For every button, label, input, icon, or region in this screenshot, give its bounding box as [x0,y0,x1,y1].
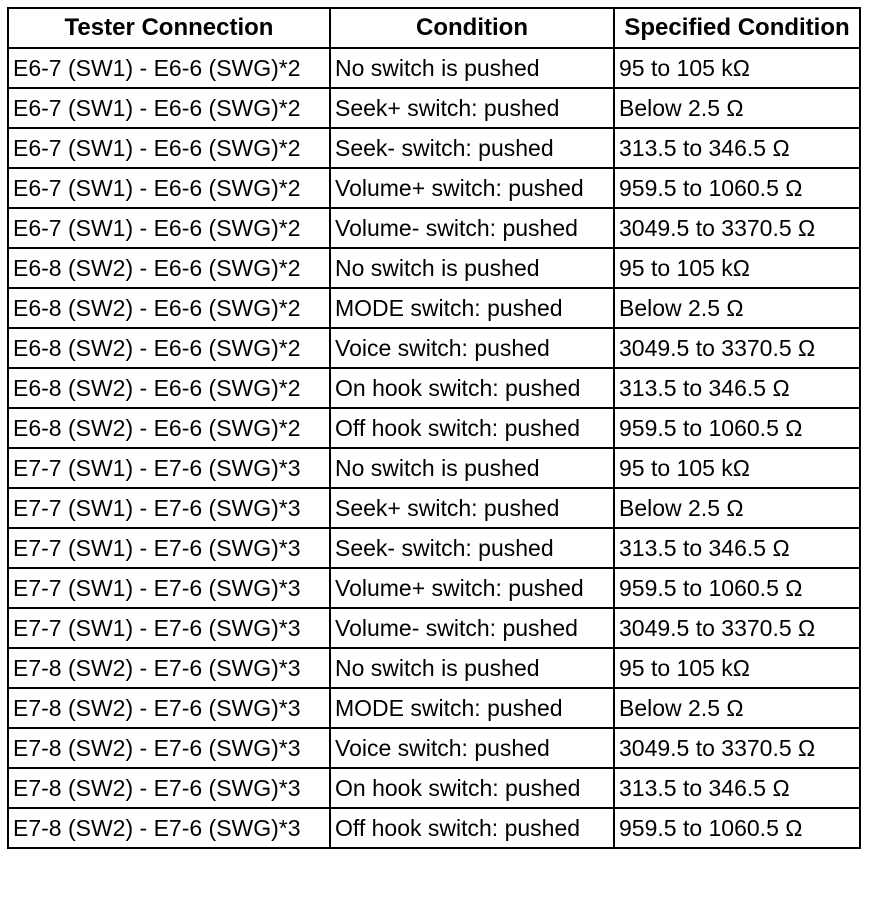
table-row [8,528,860,568]
cell-condition: Seek+ switch: pushed [330,88,614,128]
table-row [8,368,860,408]
table-header-row [8,8,860,48]
table-row [8,288,860,328]
cell-specified-condition: 313.5 to 346.5 Ω [614,368,860,408]
cell-condition: MODE switch: pushed [330,688,614,728]
cell-specified-condition: Below 2.5 Ω [614,488,860,528]
header-tester-connection: Tester Connection [8,8,330,48]
cell-specified-condition: 95 to 105 kΩ [614,248,860,288]
cell-condition: Off hook switch: pushed [330,808,614,848]
cell-specified-condition: 959.5 to 1060.5 Ω [614,808,860,848]
table-body [8,48,860,848]
header-specified-condition: Specified Condition [614,8,860,48]
cell-condition: No switch is pushed [330,48,614,88]
cell-condition: Volume+ switch: pushed [330,168,614,208]
table-row [8,808,860,848]
cell-tester-connection: E7-7 (SW1) - E7-6 (SWG)*3 [8,448,330,488]
cell-tester-connection: E7-8 (SW2) - E7-6 (SWG)*3 [8,688,330,728]
cell-tester-connection: E7-7 (SW1) - E7-6 (SWG)*3 [8,528,330,568]
table-row [8,688,860,728]
cell-condition: On hook switch: pushed [330,768,614,808]
table-row [8,728,860,768]
cell-tester-connection: E7-8 (SW2) - E7-6 (SWG)*3 [8,648,330,688]
cell-condition: Voice switch: pushed [330,328,614,368]
table-row [8,128,860,168]
cell-specified-condition: 959.5 to 1060.5 Ω [614,168,860,208]
table-row [8,328,860,368]
cell-condition: Off hook switch: pushed [330,408,614,448]
table-row [8,568,860,608]
cell-specified-condition: 313.5 to 346.5 Ω [614,768,860,808]
cell-specified-condition: 959.5 to 1060.5 Ω [614,568,860,608]
table-row [8,248,860,288]
table-row [8,768,860,808]
table-row [8,48,860,88]
cell-specified-condition: Below 2.5 Ω [614,88,860,128]
spec-table [7,7,861,849]
cell-condition: No switch is pushed [330,248,614,288]
cell-specified-condition: 313.5 to 346.5 Ω [614,128,860,168]
table-row [8,408,860,448]
cell-condition: No switch is pushed [330,448,614,488]
cell-tester-connection: E7-8 (SW2) - E7-6 (SWG)*3 [8,808,330,848]
header-condition: Condition [330,8,614,48]
table-row [8,488,860,528]
cell-condition: On hook switch: pushed [330,368,614,408]
cell-tester-connection: E6-8 (SW2) - E6-6 (SWG)*2 [8,328,330,368]
table-row [8,608,860,648]
cell-tester-connection: E7-7 (SW1) - E7-6 (SWG)*3 [8,568,330,608]
cell-specified-condition: Below 2.5 Ω [614,288,860,328]
cell-tester-connection: E6-8 (SW2) - E6-6 (SWG)*2 [8,368,330,408]
table-row [8,648,860,688]
cell-specified-condition: 3049.5 to 3370.5 Ω [614,208,860,248]
cell-specified-condition: Below 2.5 Ω [614,688,860,728]
cell-specified-condition: 313.5 to 346.5 Ω [614,528,860,568]
cell-tester-connection: E6-7 (SW1) - E6-6 (SWG)*2 [8,88,330,128]
cell-specified-condition: 3049.5 to 3370.5 Ω [614,328,860,368]
cell-tester-connection: E6-7 (SW1) - E6-6 (SWG)*2 [8,128,330,168]
table-row [8,88,860,128]
table-row [8,208,860,248]
cell-tester-connection: E7-8 (SW2) - E7-6 (SWG)*3 [8,768,330,808]
cell-condition: No switch is pushed [330,648,614,688]
cell-condition: Volume- switch: pushed [330,608,614,648]
spec-table-container [7,7,859,849]
cell-tester-connection: E6-8 (SW2) - E6-6 (SWG)*2 [8,288,330,328]
cell-condition: Voice switch: pushed [330,728,614,768]
cell-tester-connection: E7-7 (SW1) - E7-6 (SWG)*3 [8,488,330,528]
cell-specified-condition: 95 to 105 kΩ [614,48,860,88]
cell-tester-connection: E7-7 (SW1) - E7-6 (SWG)*3 [8,608,330,648]
cell-condition: MODE switch: pushed [330,288,614,328]
cell-condition: Seek+ switch: pushed [330,488,614,528]
cell-tester-connection: E6-8 (SW2) - E6-6 (SWG)*2 [8,248,330,288]
cell-tester-connection: E6-7 (SW1) - E6-6 (SWG)*2 [8,168,330,208]
cell-specified-condition: 959.5 to 1060.5 Ω [614,408,860,448]
cell-condition: Volume+ switch: pushed [330,568,614,608]
cell-specified-condition: 3049.5 to 3370.5 Ω [614,728,860,768]
cell-condition: Seek- switch: pushed [330,128,614,168]
table-row [8,168,860,208]
cell-specified-condition: 95 to 105 kΩ [614,448,860,488]
cell-condition: Volume- switch: pushed [330,208,614,248]
cell-tester-connection: E6-7 (SW1) - E6-6 (SWG)*2 [8,208,330,248]
cell-tester-connection: E7-8 (SW2) - E7-6 (SWG)*3 [8,728,330,768]
cell-specified-condition: 3049.5 to 3370.5 Ω [614,608,860,648]
cell-tester-connection: E6-7 (SW1) - E6-6 (SWG)*2 [8,48,330,88]
cell-condition: Seek- switch: pushed [330,528,614,568]
cell-specified-condition: 95 to 105 kΩ [614,648,860,688]
table-row [8,448,860,488]
cell-tester-connection: E6-8 (SW2) - E6-6 (SWG)*2 [8,408,330,448]
